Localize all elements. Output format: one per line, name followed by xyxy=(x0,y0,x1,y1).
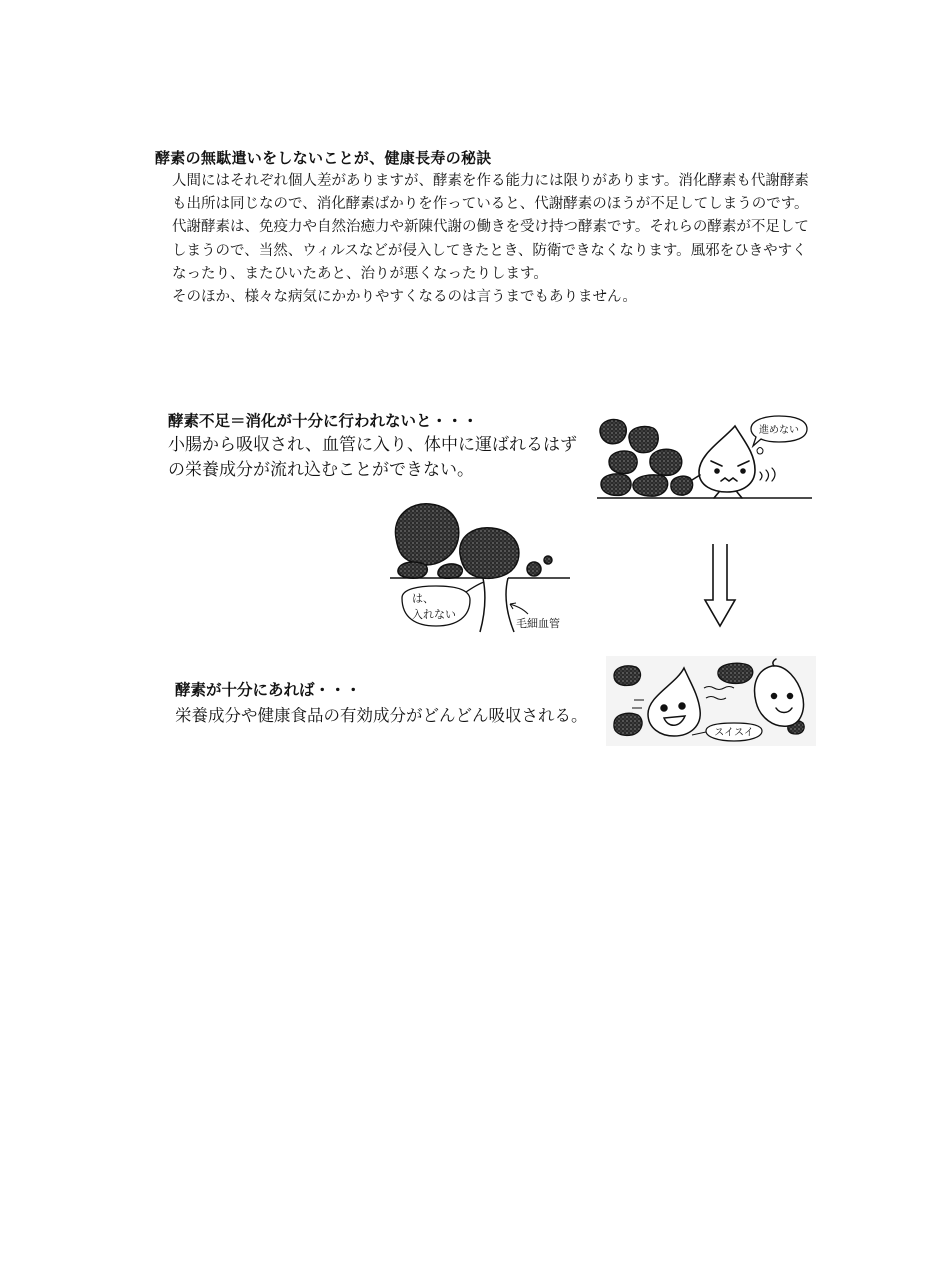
undigested-food-particles xyxy=(600,420,693,497)
character-arm xyxy=(692,475,700,480)
sweat-drop xyxy=(757,448,763,455)
food-particle xyxy=(601,474,631,496)
intro-line: そのほか、様々な病気にかかりやすくなるのは言うまでもありません。 xyxy=(172,289,637,306)
character-eye xyxy=(741,469,745,473)
food-particle xyxy=(544,556,552,564)
sufficient-line: 栄養成分や健康食品の有効成分がどんどん吸収される。 xyxy=(175,706,588,725)
intro-paragraph xyxy=(172,170,809,309)
down-arrow-outline xyxy=(705,544,735,626)
food-particle xyxy=(671,476,693,495)
bubble-tail xyxy=(466,582,484,592)
character-head xyxy=(699,426,755,492)
sufficient-body xyxy=(175,703,588,728)
down-arrow-icon xyxy=(702,542,738,630)
capillary-label: 毛細血管 xyxy=(516,617,560,630)
food-particle xyxy=(614,713,642,735)
label-pointer-arrow xyxy=(510,603,528,614)
character-eye xyxy=(661,705,667,711)
large-food-particles xyxy=(395,504,552,579)
food-particle xyxy=(395,504,458,565)
bubble-text-line1: は、 xyxy=(412,592,434,605)
swim-label-text: スイスイ xyxy=(714,727,754,739)
food-particle xyxy=(629,426,658,452)
sufficient-heading: 酵素が十分にあれば・・・ xyxy=(175,681,362,699)
food-particle xyxy=(718,663,753,683)
blocked-speech-bubble xyxy=(402,582,484,626)
intro-line: も出所は同じなので、消化酵素ばかりを作っていると、代謝酵素のほうが不足してしまうのです。 xyxy=(172,196,809,213)
intro-line: 人間にはそれぞれ個人差がありますが、酵素を作る能力には限りがあります。消化酵素も代謝酵素 xyxy=(172,173,809,189)
food-particle xyxy=(600,420,626,444)
shortage-line: の栄養成分が流れ込むことができない。 xyxy=(168,460,474,480)
food-particle xyxy=(650,449,682,475)
intro-line: しまうので、当然、ウィルスなどが侵入してきたとき、防衛できなくなります。風邪をひきやすく xyxy=(172,242,807,259)
bubble-text-line2: 入れない xyxy=(412,608,456,621)
food-particle xyxy=(527,562,541,576)
intro-line: 代謝酵素は、免疫力や自然治癒力や新陳代謝の働きを受け持つ酵素です。それらの酵素が不足して xyxy=(172,219,809,236)
food-particle xyxy=(633,475,668,496)
character-leg xyxy=(714,492,719,498)
food-particle xyxy=(460,528,519,579)
intro-line: なったり、またひいたあと、治りが悪くなったりします。 xyxy=(172,265,548,282)
document-title: 酵素の無駄遣いをしないことが、健康長寿の秘訣 xyxy=(155,149,492,167)
speech-bubble-text: 進めない xyxy=(759,425,799,436)
shortage-heading: 酵素不足＝消化が十分に行われないと・・・ xyxy=(168,412,479,430)
character-eye xyxy=(715,469,719,473)
character-eye xyxy=(772,694,777,699)
food-particle xyxy=(609,451,637,473)
shortage-line: 小腸から吸収され、血管に入り、体中に運ばれるはず xyxy=(168,435,578,455)
character-eye xyxy=(679,703,685,709)
capillary-illustration xyxy=(388,498,573,634)
absorbed-nutrient-illustration xyxy=(606,656,816,746)
character-eye xyxy=(788,694,793,699)
speech-bubble xyxy=(751,416,807,446)
food-particle xyxy=(614,666,641,686)
character-leg xyxy=(737,492,742,498)
shortage-body xyxy=(168,433,577,483)
capillary-vessel xyxy=(480,578,514,632)
food-particle xyxy=(438,564,462,578)
motion-lines xyxy=(760,468,775,481)
blocked-nutrient-illustration xyxy=(595,412,815,504)
food-particle xyxy=(398,562,427,578)
